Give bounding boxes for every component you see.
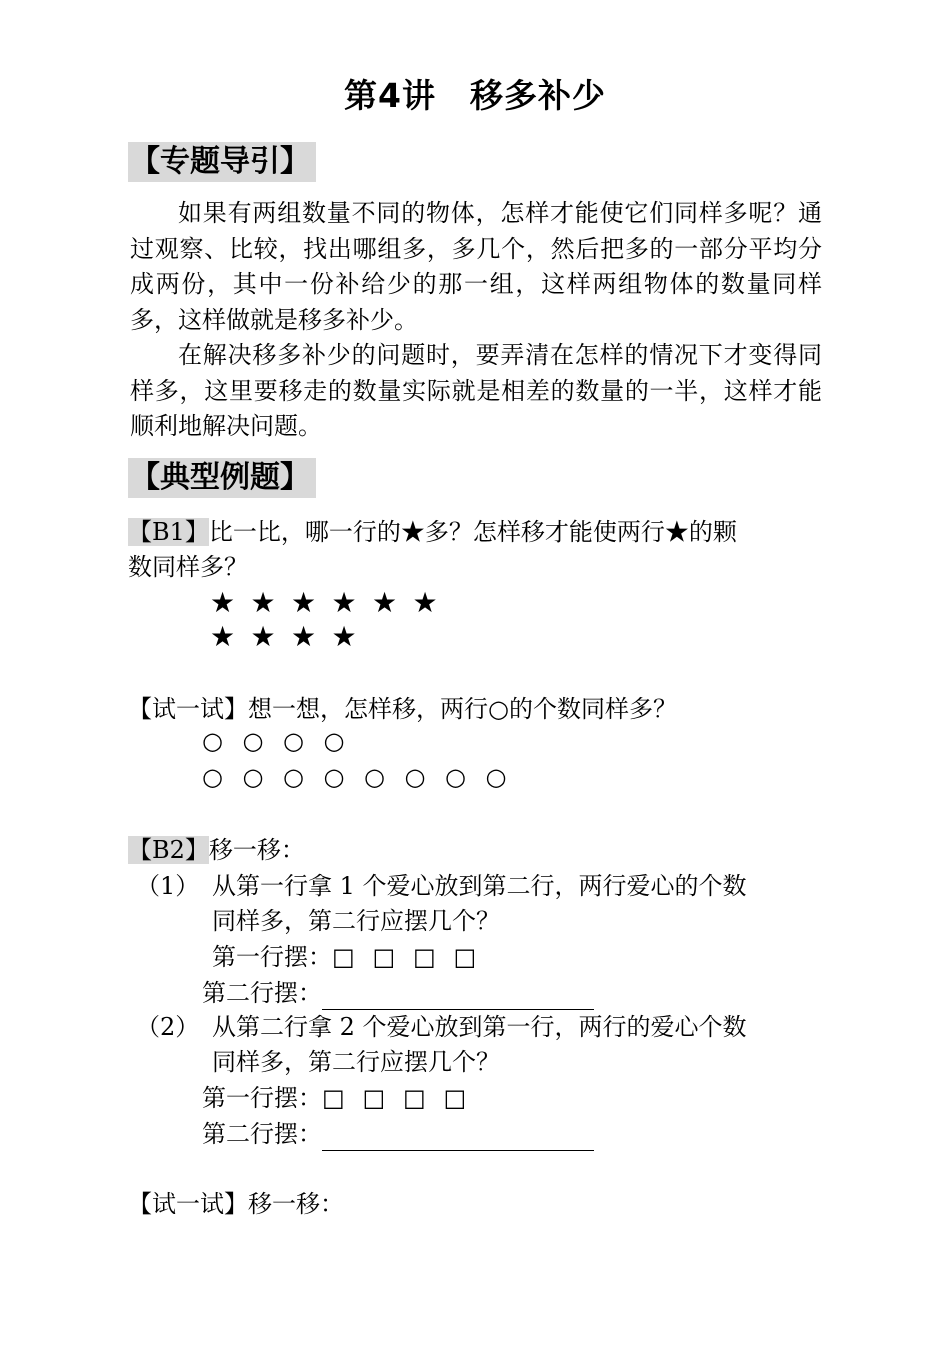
try2-tag: 【试一试】 (128, 1190, 248, 1218)
b1-question-line2: 数同样多？ (128, 553, 248, 581)
circle-icon: ○ (242, 727, 264, 755)
star-icon: ★ (372, 586, 398, 619)
b1-question-line1 (128, 515, 737, 549)
section-heading-intro: 【专题导引】 (128, 142, 316, 182)
circle-icon: ○ (202, 763, 223, 791)
star-icon: ★ (250, 620, 276, 653)
b2-tag: 【B2】 (128, 836, 209, 864)
box-icon: □ (322, 1084, 345, 1112)
try1-circle-row-1 (202, 727, 364, 755)
b2-q1-row2 (202, 976, 594, 1010)
intro-paragraph-1: 如果有两组数量不同的物体，怎样才能使它们同样多呢？通过观察、比较，找出哪组多，多几个，然后把多的一部分平均分成两份，其中一份补给少的那一组，这样两组物体的数量同样多，这样做就是移多补少。 (130, 199, 822, 334)
star-icon: ★ (250, 586, 276, 619)
b1-question-text: 比一比，哪一行的★多？怎样移才能使两行★的颗 (208, 518, 737, 546)
try1-tag: 【试一试】 (128, 695, 248, 723)
box-icon: □ (403, 1084, 426, 1112)
circle-icon: ○ (364, 763, 385, 791)
try1-text: 想一想，怎样移，两行○的个数同样多？ (248, 695, 677, 723)
section-heading-examples: 【典型例题】 (128, 458, 316, 498)
circle-icon: ○ (485, 763, 507, 791)
circle-icon: ○ (242, 763, 264, 791)
box-icon: □ (372, 943, 396, 971)
circle-icon: ○ (323, 727, 345, 755)
answer-blank[interactable] (322, 1124, 594, 1151)
circle-icon: ○ (283, 763, 304, 791)
b1-star-row-1 (210, 586, 453, 619)
star-icon: ★ (412, 586, 438, 619)
b2-q2-row1-label: 第一行摆： (202, 1084, 322, 1112)
circle-icon: ○ (202, 727, 223, 755)
try2-text: 移一移： (248, 1190, 344, 1218)
circle-icon: ○ (323, 763, 345, 791)
b2-q1-line1: 从第一行拿 1 个爱心放到第二行，两行爱心的个数 (212, 872, 747, 900)
b2-q2-row2 (202, 1117, 594, 1151)
b2-q1-row1 (212, 940, 494, 974)
star-icon: ★ (291, 620, 317, 653)
intro-paragraph-2: 在解决移多补少的问题时，要弄清在怎样的情况下才变得同样多，这里要移走的数量实际就是相差的数量的一半，这样才能顺利地解决问题。 (130, 341, 822, 440)
b2-q2-number: （2） (136, 1013, 200, 1041)
star-icon: ★ (210, 586, 236, 619)
try1-circle-row-2 (202, 763, 526, 791)
try1-question (128, 692, 677, 726)
box-icon: □ (332, 943, 355, 971)
b2-text: 移一移： (208, 836, 305, 864)
intro-text (130, 196, 822, 445)
page-title: 第4讲 移多补少 (344, 76, 606, 115)
box-icon: □ (413, 943, 436, 971)
circle-icon: ○ (404, 763, 426, 791)
b2-q1-line2: 同样多，第二行应摆几个？ (212, 907, 500, 935)
b2-q1-number: （1） (136, 872, 200, 900)
b2-q2-line2: 同样多，第二行应摆几个？ (212, 1048, 500, 1076)
b1-tag: 【B1】 (128, 518, 209, 546)
b2-q1-row2-label: 第二行摆： (202, 979, 322, 1007)
b2-q2-row1 (202, 1081, 484, 1115)
circle-icon: ○ (283, 727, 304, 755)
star-icon: ★ (210, 620, 236, 653)
circle-icon: ○ (445, 763, 466, 791)
b2-q2-line1: 从第二行拿 2 个爱心放到第一行，两行的爱心个数 (212, 1013, 747, 1041)
b2-q1-row1-label: 第一行摆： (212, 943, 332, 971)
star-icon: ★ (331, 586, 357, 619)
star-icon: ★ (291, 586, 317, 619)
box-icon: □ (453, 943, 477, 971)
try2-heading (128, 1187, 344, 1221)
answer-blank[interactable] (322, 983, 594, 1010)
b1-star-row-2 (210, 620, 372, 653)
b2-q2-row2-label: 第二行摆： (202, 1120, 322, 1148)
box-icon: □ (362, 1084, 386, 1112)
star-icon: ★ (331, 620, 357, 653)
box-icon: □ (443, 1084, 467, 1112)
b2-heading (128, 833, 305, 867)
